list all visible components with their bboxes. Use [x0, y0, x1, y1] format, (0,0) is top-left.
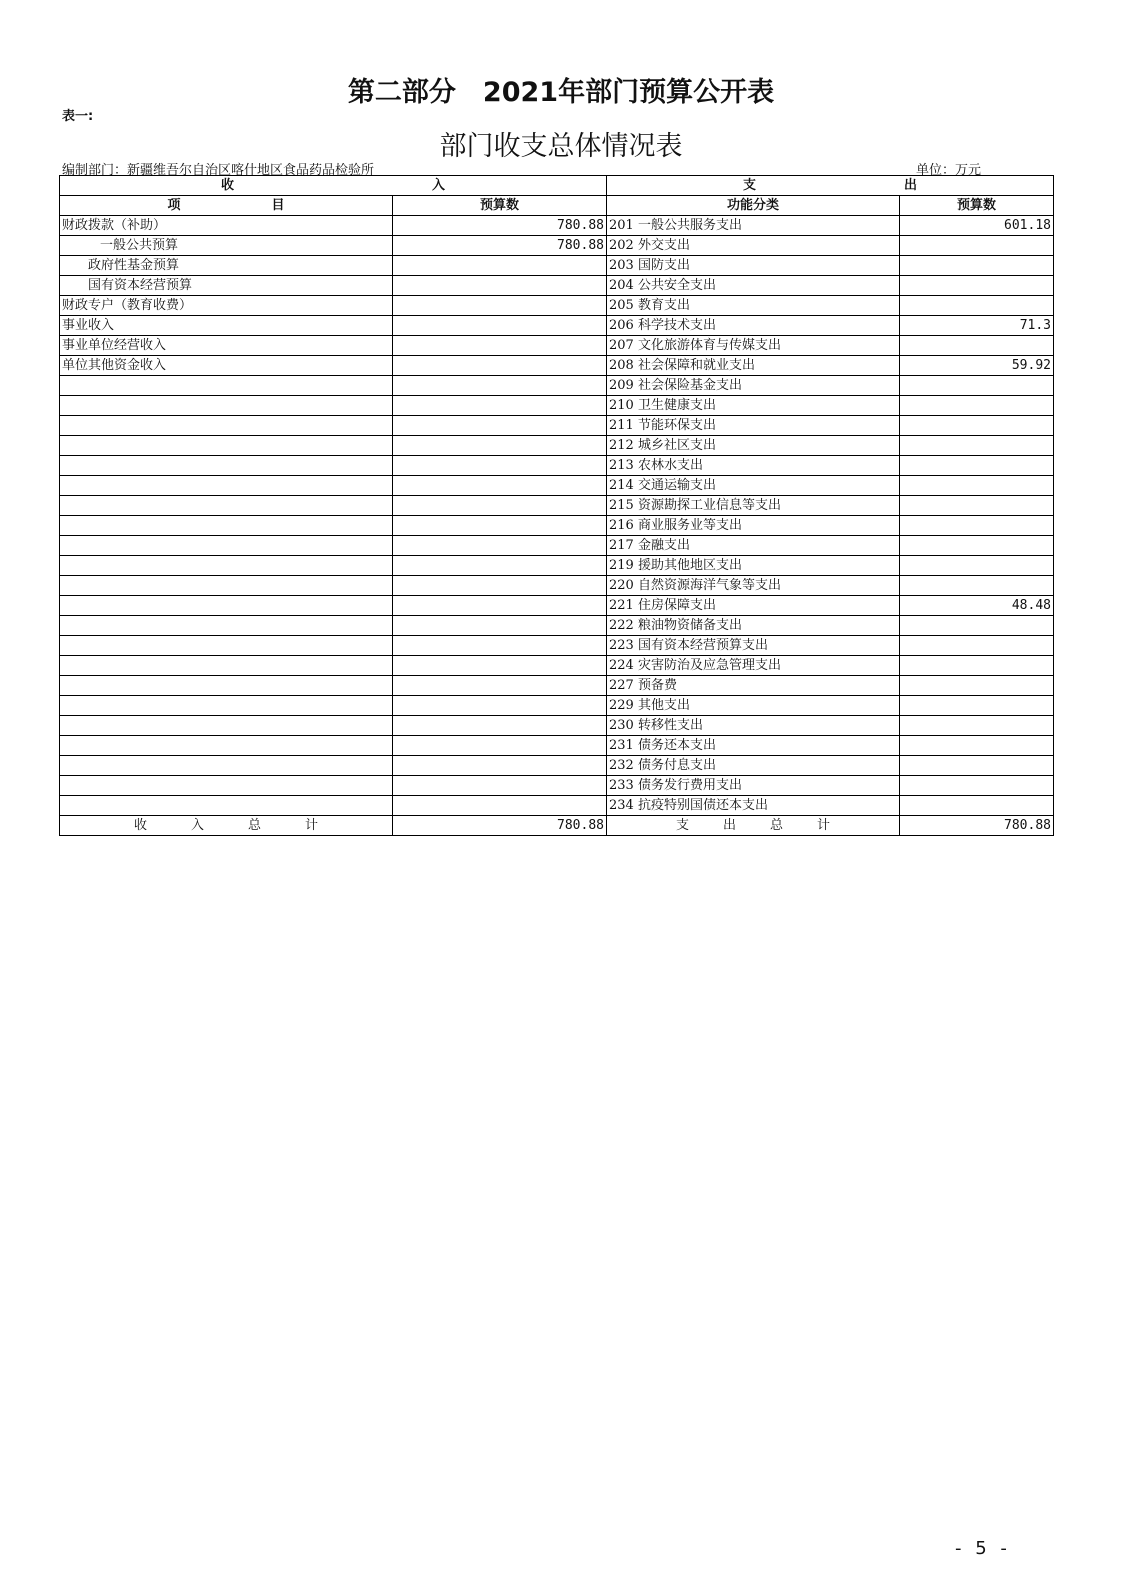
expense-item: 220 自然资源海洋气象等支出 [607, 576, 900, 596]
expense-value [900, 236, 1054, 256]
expense-value [900, 656, 1054, 676]
table-row [60, 696, 1054, 716]
income-value [393, 316, 607, 336]
table-row [60, 436, 1054, 456]
income-value [393, 376, 607, 396]
expense-value: 48.48 [900, 596, 1054, 616]
income-value [393, 776, 607, 796]
expense-value: 71.3 [900, 316, 1054, 336]
table-row [60, 616, 1054, 636]
income-item [60, 476, 393, 496]
expense-item: 221 住房保障支出 [607, 596, 900, 616]
total-row [60, 816, 1054, 836]
income-item [60, 796, 393, 816]
income-item [60, 496, 393, 516]
expense-value [900, 496, 1054, 516]
part-title: 第二部分 2021年部门预算公开表 [347, 77, 775, 108]
income-item [60, 736, 393, 756]
expense-total-value: 780.88 [900, 816, 1054, 836]
total-label-char: 计 [304, 817, 318, 833]
income-header-char: 收 [220, 177, 234, 193]
income-value [393, 756, 607, 776]
income-item [60, 396, 393, 416]
item-header-char: 项 [167, 197, 181, 213]
table-row [60, 216, 1054, 236]
table-row [60, 476, 1054, 496]
expense-item: 214 交通运输支出 [607, 476, 900, 496]
table-row [60, 316, 1054, 336]
income-item [60, 656, 393, 676]
expense-value [900, 296, 1054, 316]
income-value [393, 516, 607, 536]
table-number: 表一: [62, 109, 94, 124]
expense-value [900, 396, 1054, 416]
unit-label: 单位：万元 [916, 163, 982, 178]
expense-value [900, 376, 1054, 396]
income-value [393, 576, 607, 596]
table-row [60, 636, 1054, 656]
expense-value [900, 256, 1054, 276]
table-row [60, 236, 1054, 256]
income-item [60, 696, 393, 716]
expense-item: 208 社会保障和就业支出 [607, 356, 900, 376]
header-row-sub [60, 196, 1054, 216]
expense-value [900, 796, 1054, 816]
expense-value [900, 636, 1054, 656]
expense-item: 204 公共安全支出 [607, 276, 900, 296]
expense-item: 207 文化旅游体育与传媒支出 [607, 336, 900, 356]
income-item: 单位其他资金收入 [60, 356, 393, 376]
expense-item: 206 科学技术支出 [607, 316, 900, 336]
income-value [393, 736, 607, 756]
income-value [393, 476, 607, 496]
expense-item: 205 教育支出 [607, 296, 900, 316]
table-title: 部门收支总体情况表 [439, 131, 683, 162]
income-value [393, 596, 607, 616]
budget-table [59, 175, 1054, 836]
header-row-main [60, 176, 1054, 196]
income-value [393, 616, 607, 636]
table-row [60, 396, 1054, 416]
expense-item: 234 抗疫特别国债还本支出 [607, 796, 900, 816]
expense-item: 223 国有资本经营预算支出 [607, 636, 900, 656]
income-value [393, 296, 607, 316]
income-item [60, 616, 393, 636]
income-item [60, 516, 393, 536]
table-row [60, 796, 1054, 816]
department-label: 编制部门：新疆维吾尔自治区喀什地区食品药品检验所 [62, 163, 375, 178]
total-label-char: 总 [769, 817, 783, 833]
income-item [60, 716, 393, 736]
income-item [60, 556, 393, 576]
income-value [393, 496, 607, 516]
income-item: 国有资本经营预算 [60, 276, 393, 296]
table-row [60, 376, 1054, 396]
expense-item: 233 债务发行费用支出 [607, 776, 900, 796]
expense-item: 230 转移性支出 [607, 716, 900, 736]
expense-value [900, 556, 1054, 576]
table-row [60, 356, 1054, 376]
income-item [60, 456, 393, 476]
table-row [60, 516, 1054, 536]
income-item: 政府性基金预算 [60, 256, 393, 276]
income-value [393, 456, 607, 476]
total-label-char: 出 [722, 817, 736, 833]
income-value [393, 436, 607, 456]
page-number: - 5 - [955, 1538, 1011, 1559]
income-value: 780.88 [393, 216, 607, 236]
income-value [393, 356, 607, 376]
table-row [60, 556, 1054, 576]
income-item [60, 596, 393, 616]
expense-value [900, 756, 1054, 776]
income-value [393, 656, 607, 676]
expense-value [900, 536, 1054, 556]
income-item [60, 636, 393, 656]
expense-item: 202 外交支出 [607, 236, 900, 256]
expense-header-char: 支 [742, 177, 756, 193]
expense-item: 212 城乡社区支出 [607, 436, 900, 456]
income-value [393, 416, 607, 436]
income-value [393, 536, 607, 556]
income-value [393, 556, 607, 576]
expense-item: 201 一般公共服务支出 [607, 216, 900, 236]
expense-value [900, 476, 1054, 496]
income-item: 财政拨款（补助） [60, 216, 393, 236]
income-header-char: 入 [431, 177, 445, 193]
income-item [60, 436, 393, 456]
table-row [60, 536, 1054, 556]
income-value [393, 716, 607, 736]
table-row [60, 716, 1054, 736]
expense-value [900, 516, 1054, 536]
income-budget-header: 预算数 [393, 196, 607, 216]
income-item [60, 776, 393, 796]
income-value [393, 336, 607, 356]
expense-value [900, 676, 1054, 696]
expense-value [900, 716, 1054, 736]
expense-item: 231 债务还本支出 [607, 736, 900, 756]
table-row [60, 336, 1054, 356]
expense-header [607, 176, 1054, 196]
item-header-char: 目 [271, 197, 285, 213]
expense-item: 210 卫生健康支出 [607, 396, 900, 416]
income-value [393, 276, 607, 296]
income-value [393, 256, 607, 276]
total-label-char: 入 [190, 817, 204, 833]
expense-value [900, 416, 1054, 436]
expense-value [900, 776, 1054, 796]
table-row [60, 576, 1054, 596]
total-label-char: 收 [133, 817, 147, 833]
table-row [60, 656, 1054, 676]
total-label-char: 计 [816, 817, 830, 833]
table-row [60, 596, 1054, 616]
income-item-header [60, 196, 393, 216]
expense-value [900, 276, 1054, 296]
expense-budget-header: 预算数 [900, 196, 1054, 216]
expense-item: 222 粮油物资储备支出 [607, 616, 900, 636]
expense-item: 215 资源勘探工业信息等支出 [607, 496, 900, 516]
expense-header-char: 出 [903, 177, 917, 193]
table-row [60, 496, 1054, 516]
income-item [60, 676, 393, 696]
income-item [60, 576, 393, 596]
income-total-value: 780.88 [393, 816, 607, 836]
expense-total-label [607, 816, 900, 836]
income-item: 事业单位经营收入 [60, 336, 393, 356]
table-row [60, 256, 1054, 276]
expense-item: 227 预备费 [607, 676, 900, 696]
table-row [60, 296, 1054, 316]
expense-value: 59.92 [900, 356, 1054, 376]
income-item [60, 756, 393, 776]
expense-value [900, 616, 1054, 636]
expense-item: 213 农林水支出 [607, 456, 900, 476]
income-value [393, 676, 607, 696]
expense-item: 229 其他支出 [607, 696, 900, 716]
income-header [60, 176, 607, 196]
income-item: 事业收入 [60, 316, 393, 336]
expense-value [900, 456, 1054, 476]
table-row [60, 736, 1054, 756]
expense-item: 216 商业服务业等支出 [607, 516, 900, 536]
table-row [60, 756, 1054, 776]
income-value: 780.88 [393, 236, 607, 256]
income-value [393, 396, 607, 416]
table-row [60, 776, 1054, 796]
table-row [60, 676, 1054, 696]
expense-value: 601.18 [900, 216, 1054, 236]
expense-value [900, 436, 1054, 456]
expense-item: 232 债务付息支出 [607, 756, 900, 776]
expense-item: 217 金融支出 [607, 536, 900, 556]
expense-item: 203 国防支出 [607, 256, 900, 276]
total-label-char: 总 [247, 817, 261, 833]
table-row [60, 456, 1054, 476]
income-value [393, 696, 607, 716]
expense-item: 209 社会保险基金支出 [607, 376, 900, 396]
income-value [393, 796, 607, 816]
total-label-char: 支 [675, 817, 689, 833]
table-row [60, 276, 1054, 296]
income-value [393, 636, 607, 656]
expense-value [900, 696, 1054, 716]
expense-item: 219 援助其他地区支出 [607, 556, 900, 576]
income-item [60, 536, 393, 556]
expense-category-header: 功能分类 [607, 196, 900, 216]
expense-value [900, 736, 1054, 756]
expense-value [900, 336, 1054, 356]
expense-item: 224 灾害防治及应急管理支出 [607, 656, 900, 676]
table-row [60, 416, 1054, 436]
income-total-label [60, 816, 393, 836]
expense-item: 211 节能环保支出 [607, 416, 900, 436]
income-item [60, 416, 393, 436]
income-item: 财政专户（教育收费） [60, 296, 393, 316]
income-item [60, 376, 393, 396]
income-item: 一般公共预算 [60, 236, 393, 256]
expense-value [900, 576, 1054, 596]
